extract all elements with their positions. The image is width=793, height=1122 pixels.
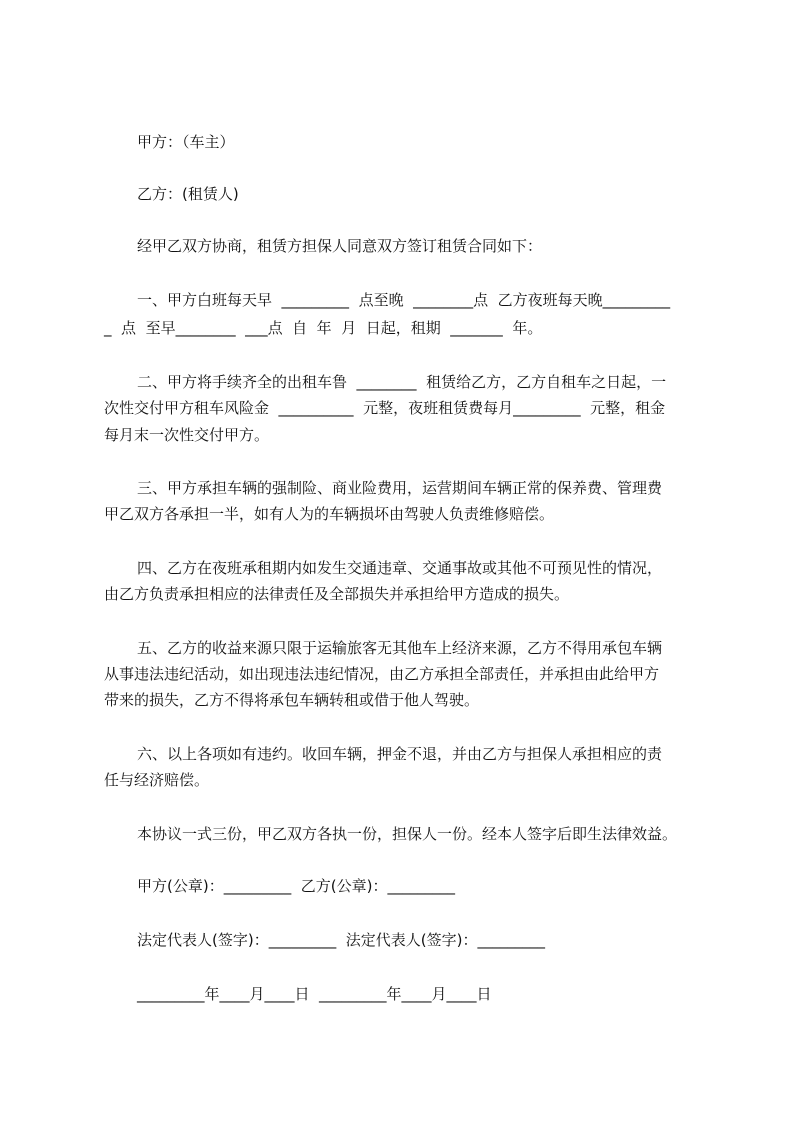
clause-1-line-2: _ 点 至早________ ___点 自 年 月 日起，租期 _______ 年。: [104, 319, 543, 337]
closing-paragraph: 本协议一式三份，甲乙双方各执一份，担保人一份。经本人签字后即生法律效益。: [137, 825, 678, 843]
clause-6-line-1: 六、以上各项如有违约。收回车辆，押金不退，并由乙方与担保人承担相应的责: [137, 745, 663, 763]
clause-3-line-2: 甲乙双方各承担一半，如有人为的车辆损坏由驾驶人负责维修赔偿。: [104, 505, 555, 523]
clause-5-line-2: 从事违法违纪活动，如出现违法违纪情况，由乙方承担全部责任，并承担由此给甲方: [104, 665, 660, 683]
clause-4-line-1: 四、乙方在夜班承租期内如发生交通违章、交通事故或其他不可预见性的情况，: [137, 559, 663, 577]
clause-2-line-1: 二、甲方将手续齐全的出租车鲁 ________ 租赁给乙方，乙方自租车之日起，一: [137, 373, 667, 391]
clause-4-line-2: 由乙方负责承担相应的法律责任及全部损失并承担给甲方造成的损失。: [104, 585, 570, 603]
seal-line: 甲方(公章)：_________ 乙方(公章)：_________: [137, 877, 455, 895]
party-b-label: 乙方：(租赁人): [137, 185, 239, 203]
clause-6-line-2: 任与经济赔偿。: [104, 771, 210, 789]
intro-paragraph: 经甲乙双方协商，租赁方担保人同意双方签订租赁合同如下：: [137, 237, 543, 255]
clause-5-line-1: 五、乙方的收益来源只限于运输旅客无其他车上经济来源，乙方不得用承包车辆: [137, 639, 663, 657]
clause-3-line-1: 三、甲方承担车辆的强制险、商业险费用，运营期间车辆正常的保养费、管理费: [137, 479, 663, 497]
clause-2-line-3: 每月末一次性交付甲方。: [104, 426, 270, 444]
clause-1-line-1: 一、甲方白班每天早 _________ 点至晚 ________点 乙方夜班每天晚_________: [137, 291, 671, 309]
clause-5-line-3: 带来的损失，乙方不得将承包车辆转租或借于他人驾驶。: [104, 691, 480, 709]
representative-signature-line: 法定代表人(签字)：_________ 法定代表人(签字)：_________: [137, 931, 545, 949]
clause-2-line-2: 次性交付甲方租车风险金 __________ 元整，夜班租赁费每月_________ 元整，租金: [104, 399, 666, 417]
party-a-label: 甲方：（车主）: [137, 133, 235, 151]
date-line: _________年____月____日 _________年____月____日: [137, 985, 492, 1003]
